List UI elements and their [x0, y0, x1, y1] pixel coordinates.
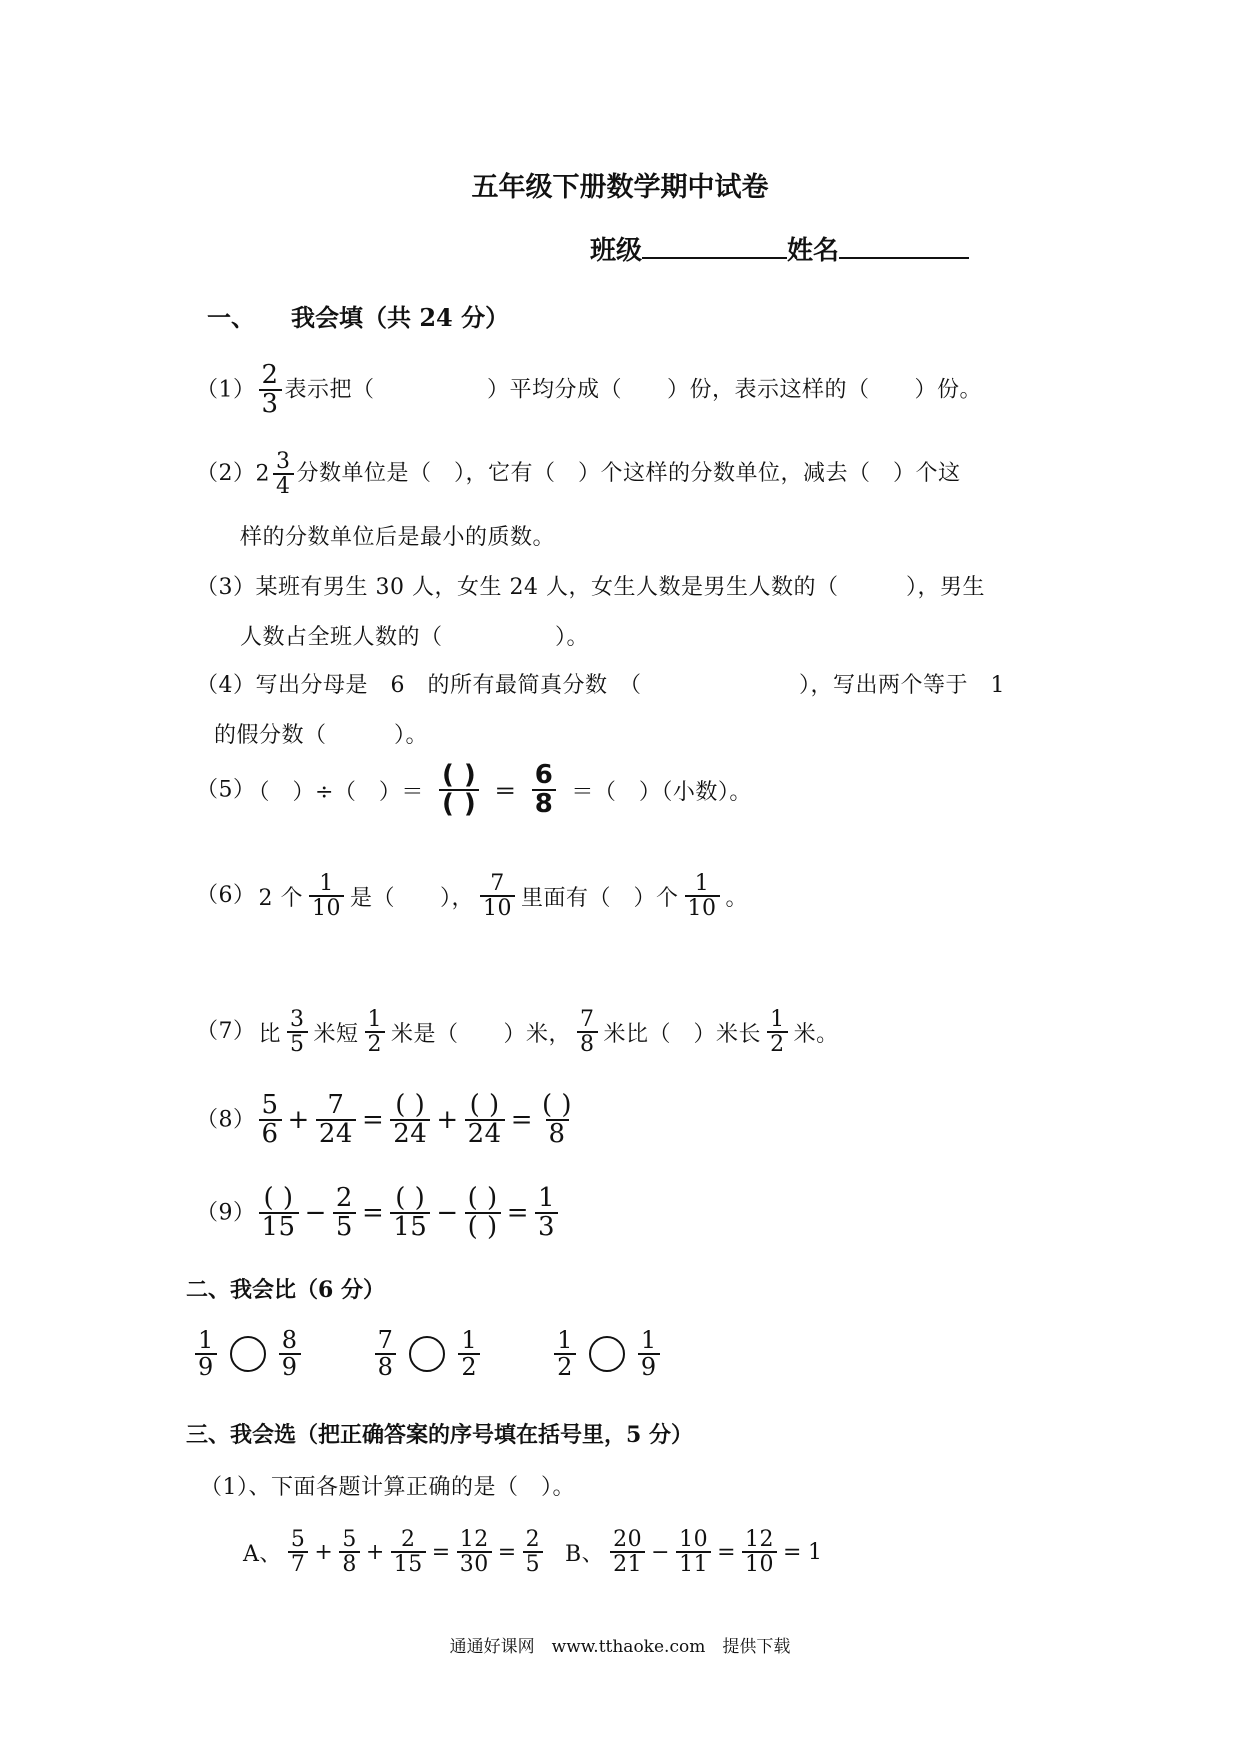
- q5-fraction: $\frac{6}{8}$: [532, 762, 557, 819]
- comparison-row: [192, 1328, 663, 1380]
- q8-fraction-1: $\frac{5}{6}$: [259, 1092, 282, 1149]
- compare-circle-2[interactable]: [409, 1336, 445, 1372]
- section2-heading: 二、我会比（6 分）: [186, 1277, 385, 1303]
- q7-fraction-4: $\frac{1}{2}$: [767, 1008, 788, 1056]
- question-3-line1: （3）某班有男生 30 人，女生 24 人，女生人数是男生人数的（ ），男生: [196, 575, 985, 600]
- q7-number: （7）: [196, 1019, 256, 1045]
- q7-text-b: 米短: [313, 1021, 359, 1047]
- q8-fraction-3: $\frac{( )}{24}$: [390, 1092, 430, 1149]
- question-9: [196, 1185, 561, 1242]
- question-4-line2: 的假分数（ ）。: [214, 723, 429, 748]
- q5-tail: ＝（ ）（小数）。: [571, 779, 752, 805]
- q2-number: （2）: [196, 461, 256, 487]
- cmp1-left: $\frac{1}{9}$: [195, 1328, 217, 1380]
- q2-fraction: $\frac{3}{4}$: [273, 450, 294, 498]
- q7-text-a: 比: [258, 1021, 282, 1047]
- option-a-label: A、: [243, 1541, 282, 1567]
- q1-text: 表示把（ ）平均分成（ ）份，表示这样的（ ）份。: [284, 377, 983, 403]
- cmp1-right: $\frac{8}{9}$: [279, 1328, 301, 1380]
- option-b: B、 $\frac{20}{21}$ − $\frac{10}{11}$ = $\frac{12}{10}$ = 1: [565, 1527, 823, 1578]
- question-2-cont: 样的分数单位后是最小的质数。: [240, 525, 556, 550]
- name-blank: [839, 231, 969, 259]
- section3-question-1: （1）、下面各题计算正确的是（ ）。: [200, 1475, 575, 1500]
- q9-fraction-2: $\frac{2}{5}$: [333, 1185, 356, 1242]
- optb-f2: $\frac{10}{11}$: [676, 1528, 711, 1576]
- cmp2-left: $\frac{7}{8}$: [375, 1328, 397, 1380]
- q7-text-e: 米。: [793, 1021, 839, 1047]
- page-title: 五年级下册数学期中试卷: [471, 172, 769, 203]
- optb-result: 1: [807, 1539, 823, 1565]
- comparison-1: [192, 1326, 304, 1382]
- compare-circle-1[interactable]: [230, 1336, 266, 1372]
- q7-text-d: 米比（ ）米长: [603, 1021, 762, 1047]
- cmp3-left: $\frac{1}{2}$: [554, 1328, 576, 1380]
- q9-minus-2: −: [436, 1198, 459, 1229]
- question-6: [196, 872, 751, 920]
- q6-text-c: 里面有（ ）个: [521, 885, 679, 911]
- q9-number: （9）: [196, 1200, 256, 1226]
- question-4-line1: （4）写出分母是 6 的所有最简真分数 （ ），写出两个等于 1: [196, 673, 1005, 698]
- name-label: 姓名: [787, 236, 840, 266]
- question-8: [196, 1092, 578, 1149]
- option-b-label: B、: [565, 1541, 605, 1567]
- footer-credit: 通通好课网 www.tthaoke.com 提供下载: [449, 1637, 791, 1657]
- question-7: [196, 1008, 842, 1056]
- cmp2-right: $\frac{1}{2}$: [458, 1328, 480, 1380]
- q9-fraction-3: $\frac{( )}{15}$: [390, 1185, 430, 1242]
- q9-equals-2: =: [506, 1198, 529, 1229]
- q8-fraction-5: $\frac{( )}{8}$: [542, 1090, 573, 1150]
- optb-f3: $\frac{12}{10}$: [742, 1528, 777, 1576]
- q8-fraction-4: $\frac{( )}{24}$: [465, 1092, 505, 1149]
- q6-text-b: 是（ ），: [350, 885, 475, 911]
- q6-fraction-1: $\frac{1}{10}$: [309, 872, 344, 920]
- q5-equals: ＝: [494, 779, 517, 805]
- q2-whole: 2: [255, 461, 270, 487]
- section3-heading: 三、我会选（把正确答案的序号填在括号里，5 分）: [186, 1422, 693, 1448]
- q9-equals-1: =: [361, 1198, 385, 1229]
- q1-fraction: $\frac{2}{3}$: [259, 362, 282, 419]
- question-3-line2: 人数占全班人数的（ ）。: [240, 625, 590, 650]
- q9-fraction-1: $\frac{( )}{15}$: [259, 1185, 299, 1242]
- q7-fraction-2: $\frac{1}{2}$: [365, 1008, 386, 1056]
- comparison-2: [372, 1326, 484, 1382]
- q7-text-c: 米是（ ）米，: [391, 1021, 572, 1047]
- q6-text-a: 2 个: [258, 885, 303, 911]
- option-a: A、 $\frac{5}{7}$ + $\frac{5}{8}$ + $\frac{2}{15}$ = $\frac{12}{30}$ = $\frac{2}{5}$: [240, 1528, 546, 1576]
- opta-f2: $\frac{5}{8}$: [339, 1528, 360, 1576]
- section1-title: 我会填（共 24 分）: [291, 303, 510, 332]
- question-1: [196, 362, 982, 419]
- section1-heading: [207, 298, 509, 333]
- question-5: [196, 762, 755, 819]
- class-name-line: [590, 230, 969, 267]
- q8-equals-2: =: [510, 1105, 534, 1136]
- q7-fraction-3: $\frac{7}{8}$: [577, 1008, 598, 1056]
- class-label: 班级: [590, 236, 643, 266]
- question-2: [196, 450, 961, 498]
- q8-plus-2: +: [436, 1105, 459, 1136]
- q8-equals-1: =: [361, 1105, 385, 1136]
- q1-number: （1）: [196, 377, 256, 403]
- optb-f1: $\frac{20}{21}$: [610, 1528, 645, 1576]
- q8-number: （8）: [196, 1107, 256, 1133]
- q8-fraction-2: $\frac{7}{24}$: [316, 1092, 356, 1149]
- opta-f5: $\frac{2}{5}$: [523, 1528, 544, 1576]
- q5-number: （5）: [196, 777, 256, 803]
- q7-fraction-1: $\frac{3}{5}$: [287, 1008, 308, 1056]
- comparison-3: [551, 1326, 663, 1382]
- q6-number: （6）: [196, 883, 256, 909]
- q6-text-d: 。: [725, 885, 749, 911]
- compare-circle-3[interactable]: [589, 1336, 625, 1372]
- opta-f3: $\frac{2}{15}$: [391, 1528, 426, 1576]
- q9-fraction-5: $\frac{1}{3}$: [535, 1185, 558, 1242]
- class-blank: [642, 231, 787, 259]
- q6-fraction-2: $\frac{7}{10}$: [480, 872, 515, 920]
- q6-fraction-3: $\frac{1}{10}$: [685, 872, 720, 920]
- q9-fraction-4: $\frac{( )}{( )}$: [465, 1185, 501, 1242]
- q5-blank-fraction: $\frac{( )}{( )}$: [439, 762, 479, 819]
- cmp3-right: $\frac{1}{9}$: [638, 1328, 660, 1380]
- opta-f4: $\frac{12}{30}$: [457, 1528, 492, 1576]
- opta-f1: $\frac{5}{7}$: [288, 1528, 309, 1576]
- q2-text: 分数单位是（ ），它有（ ）个这样的分数单位，减去（ ）个这: [296, 461, 961, 487]
- q8-plus-1: +: [287, 1105, 310, 1136]
- section1-number: 一、: [207, 303, 255, 332]
- q9-minus-1: −: [304, 1198, 327, 1229]
- q5-division: （ ）÷（ ）＝: [258, 779, 424, 805]
